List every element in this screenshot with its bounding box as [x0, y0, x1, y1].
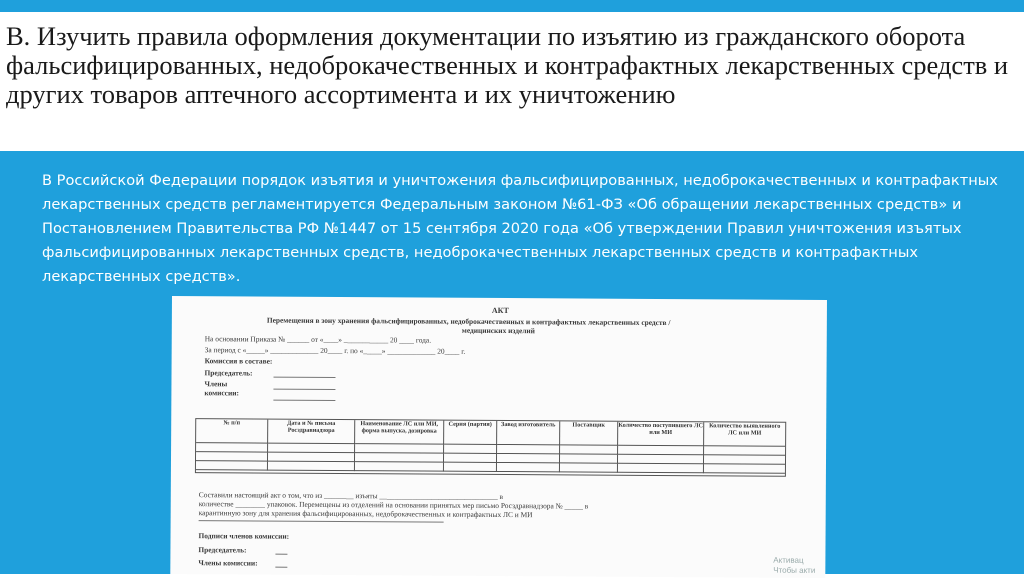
doc-statement-2: количестве ________ упаковок. Перемещены из отделений на основании принятых мер письмо Росздравнадзора № _____ в — [198, 499, 589, 511]
slide-body-text: В Российской Федерации порядок изъятия и уничтожения фальсифицированных, недоброкачественных и контрафактных лекарственных средств регламентируется Федеральным законом №61-ФЗ «Об обращении лекарственных средств» и Постановлением Правительства РФ №1447 от 15 сентября 2020 года «Об утверждении Правил уничтожения изъятых фальсифицированных лекарственных средств, недоброкачественных лекарственных средств и контрафактных лекарственных средств». — [42, 172, 998, 285]
doc-sign-members: Члены комиссии: — [198, 558, 258, 568]
doc-signatures: Подписи членов комиссии: — [198, 531, 290, 541]
table-header-cell: № п/п — [196, 419, 268, 443]
table-cell — [497, 463, 560, 472]
table-cell — [560, 463, 618, 472]
table-cell — [704, 464, 785, 473]
table-header-cell: Количество выявленного ЛС или МИ — [704, 422, 785, 446]
activation-watermark — [773, 556, 815, 576]
table-cell — [704, 455, 785, 464]
table-cell — [497, 445, 560, 454]
doc-commission: Комиссия в составе: — [204, 356, 273, 366]
doc-heading: АКТ — [491, 305, 509, 316]
table-header-cell: Серия (партия) — [444, 421, 497, 445]
table-header-cell: Количество поступившего ЛС или МИ — [618, 422, 704, 447]
act-document-image — [170, 296, 827, 578]
doc-chairman: Председатель: — [204, 368, 253, 378]
table-cell — [704, 446, 785, 455]
table-cell — [196, 443, 268, 452]
table-cell — [497, 454, 560, 463]
sign-members-line — [275, 567, 287, 568]
slide-title: В. Изучить правила оформления документации по изъятию из гражданского оборота фальсифицированных, недоброкачественных и контрафактных лекарственных средств и других товаров аптечного ассортимента и их уничтожению — [6, 21, 1009, 109]
doc-period-line: За период с «_____» _____________ 20____ г. по «_____» _____________ 20____ г. — [204, 345, 466, 356]
table-cell — [355, 462, 444, 472]
table-cell — [196, 452, 268, 461]
chairman-line — [274, 377, 336, 378]
members-line-2 — [273, 400, 335, 401]
doc-subheading-2: медицинских изделий — [461, 325, 535, 336]
doc-subheading-1: Перемещения в зону хранения фальсифицированных, недоброкачественных и контрафактных лекарственных средств / — [266, 315, 671, 328]
doc-sign-chairman: Председатель: — [198, 545, 247, 555]
table-cell — [196, 461, 268, 470]
watermark-line-1: Активац — [773, 555, 804, 565]
doc-statement-3: карантинную зону для хранения фальсифицированных, недоброкачественных и контрафактных ЛС и МИ — [198, 508, 533, 520]
table-cell — [268, 462, 355, 472]
doc-members-2: комиссии: — [204, 388, 239, 398]
table-cell — [444, 463, 497, 472]
table-cell — [444, 454, 497, 463]
top-accent-bar — [0, 0, 1024, 12]
table-header-cell: Завод изготовитель — [497, 421, 560, 445]
sign-chairman-line — [275, 554, 287, 555]
table-header-cell: Дата и № письма Росздравнадзора — [268, 420, 355, 445]
doc-statement-1: Составили настоящий акт о том, что из ________ изъяты ________________________________ в — [198, 490, 504, 502]
table-cell — [618, 464, 704, 474]
members-line-1 — [273, 389, 335, 390]
table-header-cell: Наименование ЛС или МИ, форма выпуска, дозировка — [355, 420, 444, 445]
statement-line — [199, 520, 444, 522]
act-table — [195, 418, 786, 477]
watermark-line-2: Чтобы акти — [773, 565, 816, 575]
doc-order-line: На основании Приказа № ______ от «____» ____________ 20 ____ года. — [204, 334, 432, 345]
doc-members-1: Члены — [204, 379, 228, 389]
table-cell — [444, 445, 497, 454]
table-cell — [560, 445, 618, 454]
table-header-cell: Поставщик — [560, 421, 618, 445]
table-cell — [560, 454, 618, 463]
